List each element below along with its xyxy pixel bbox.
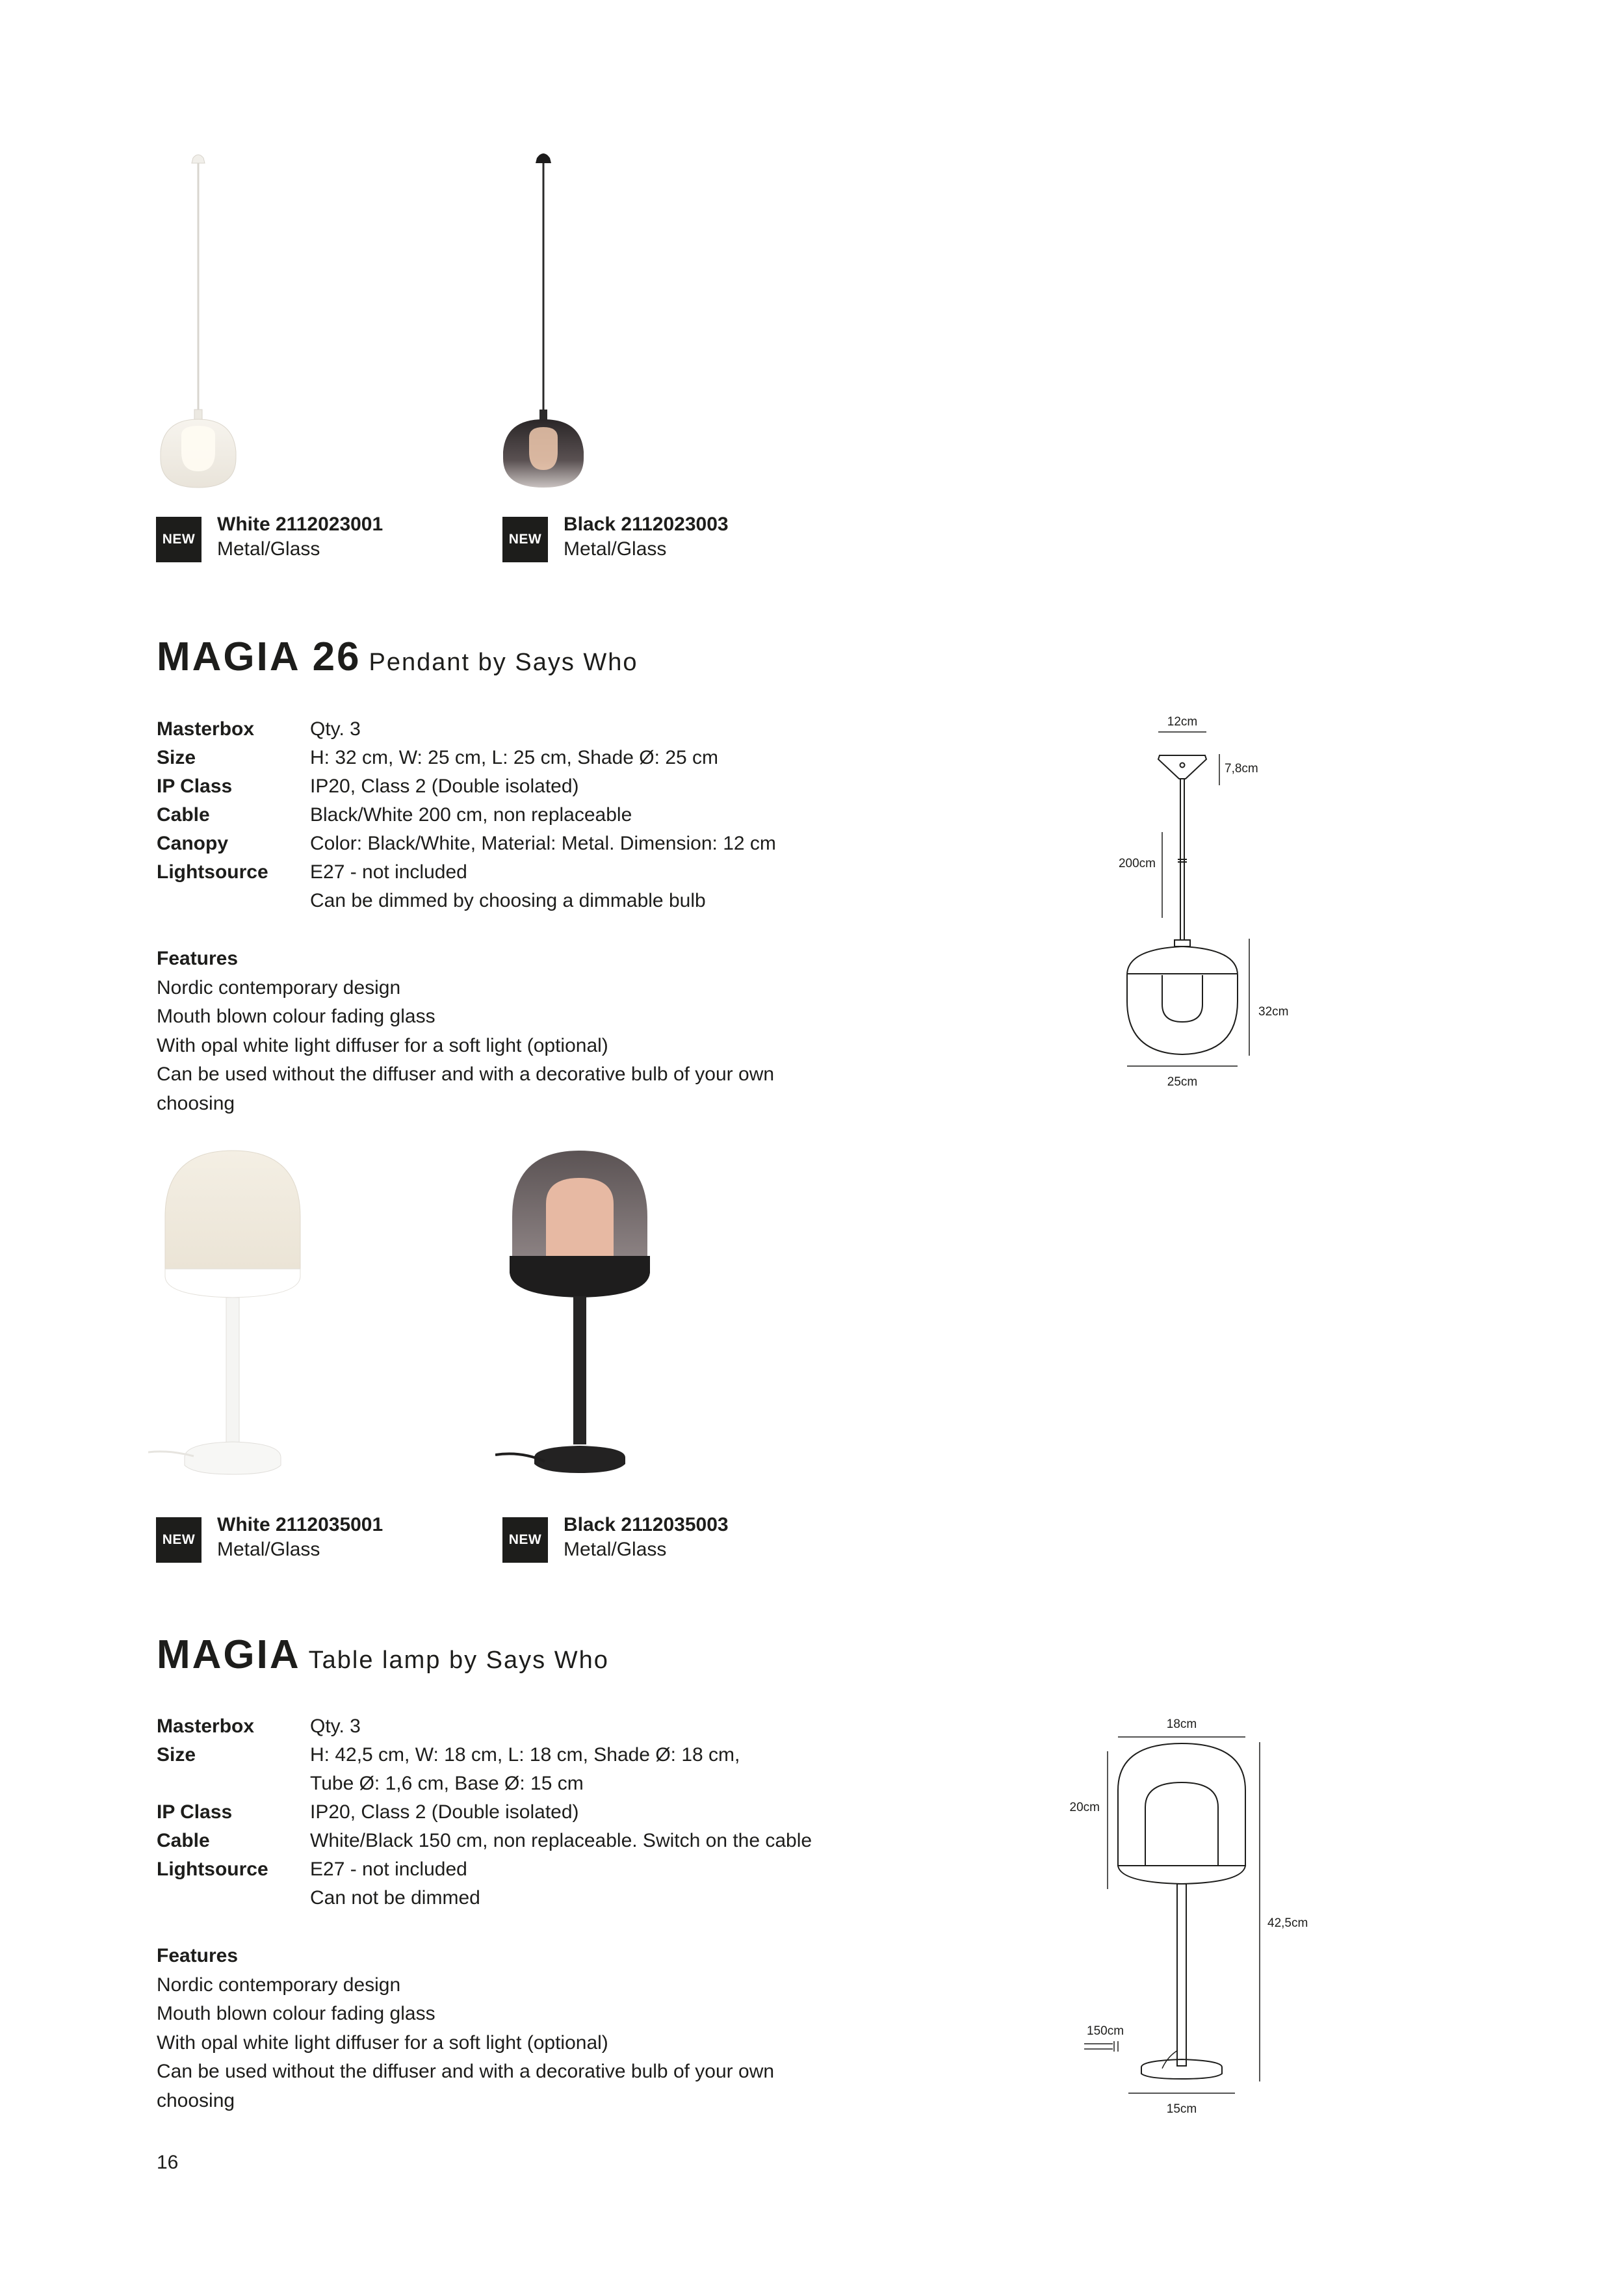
spec-key: Cable [157,804,210,826]
dim-cable: 200cm [1118,857,1156,870]
product-name: MAGIA 26 [157,634,361,679]
spec-value: H: 42,5 cm, W: 18 cm, L: 18 cm, Shade Ø: 18 cm, [310,1744,740,1766]
pendant-features [157,945,846,1118]
spec-value: Qty. 3 [310,718,361,740]
spec-key: Cable [157,1830,210,1851]
variant-name: White 2112023001 [217,514,383,535]
dim-canopy: 12cm [1167,715,1198,729]
feature-item: Mouth blown colour fading glass [157,1006,435,1027]
feature-item: Nordic contemporary design [157,976,401,998]
spec-key: Lightsource [157,861,268,883]
variant-material: Metal/Glass [564,538,667,560]
dim-width: 25cm [1167,1075,1198,1089]
new-badge: NEW [156,517,201,562]
dim-base: 15cm [1166,2102,1197,2115]
table-lamp-white-photo [148,1145,317,1483]
feature-item: Mouth blown colour fading glass [157,2003,435,2024]
pendant-variant-black [502,512,814,564]
spec-key: Canopy [157,833,229,854]
variant-material: Metal/Glass [217,1539,320,1560]
spec-value: IP20, Class 2 (Double isolated) [310,776,579,797]
dim-shade-height: 20cm [1069,1801,1100,1814]
features-heading: Features [157,1945,239,1966]
pendant-title [157,634,638,680]
spec-value: Qty. 3 [310,1715,361,1737]
spec-key: Lightsource [157,1859,268,1880]
product-subtitle: Pendant by Says Who [369,649,638,676]
pendant-white-photo [153,146,276,497]
dim-height: 32cm [1258,1005,1289,1019]
spec-value: H: 32 cm, W: 25 cm, L: 25 cm, Shade Ø: 25 cm [310,747,719,768]
table-lamp-variant-black [502,1513,814,1565]
new-badge: NEW [156,1517,201,1563]
variant-name: Black 2112023003 [564,514,729,535]
spec-key: Masterbox [157,718,255,740]
spec-value: Can be dimmed by choosing a dimmable bulb [310,890,706,911]
features-heading: Features [157,948,239,969]
spec-value: White/Black 150 cm, non replaceable. Switch on the cable [310,1830,812,1851]
spec-key: IP Class [157,776,233,797]
dim-shade-width: 18cm [1166,1717,1197,1731]
feature-item: Can be used without the diffuser and with a decorative bulb of your own choosing [157,2061,775,2111]
dim-height: 42,5cm [1267,1916,1308,1930]
feature-item: Nordic contemporary design [157,1974,401,1996]
table-lamp-variant-white [156,1513,468,1565]
spec-key: IP Class [157,1801,233,1823]
variant-material: Metal/Glass [217,538,320,560]
product-subtitle: Table lamp by Says Who [308,1647,609,1674]
page-number: 16 [157,2152,179,2173]
spec-value: E27 - not included [310,1859,467,1880]
spec-value: Black/White 200 cm, non replaceable [310,804,632,826]
spec-key: Masterbox [157,1715,255,1737]
new-badge: NEW [502,517,548,562]
spec-key: Size [157,1744,196,1766]
pendant-technical-drawing [1098,715,1332,1118]
feature-item: With opal white light diffuser for a soft light (optional) [157,2031,608,2054]
table-lamp-title [157,1632,609,1678]
table-lamp-black-photo [495,1145,664,1483]
dim-cable: 150cm [1087,2024,1124,2038]
spec-value: Color: Black/White, Material: Metal. Dimension: 12 cm [310,833,776,854]
variant-name: White 2112035001 [217,1514,383,1535]
variant-material: Metal/Glass [564,1539,667,1560]
spec-value: Tube Ø: 1,6 cm, Base Ø: 15 cm [310,1773,584,1794]
spec-key: Size [157,747,196,768]
pendant-variant-white [156,512,468,564]
feature-item: With opal white light diffuser for a soft light (optional) [157,1034,608,1056]
table-lamp-technical-drawing [1053,1712,1326,2115]
dim-canopy-height: 7,8cm [1225,762,1258,776]
spec-value: E27 - not included [310,861,467,883]
pendant-black-photo [495,146,619,497]
product-name: MAGIA [157,1632,301,1677]
new-badge: NEW [502,1517,548,1563]
spec-value: Can not be dimmed [310,1887,480,1909]
spec-value: IP20, Class 2 (Double isolated) [310,1801,579,1823]
feature-item: Can be used without the diffuser and with a decorative bulb of your own choosing [157,1063,775,1114]
variant-name: Black 2112035003 [564,1514,729,1535]
table-lamp-features [157,1942,846,2115]
